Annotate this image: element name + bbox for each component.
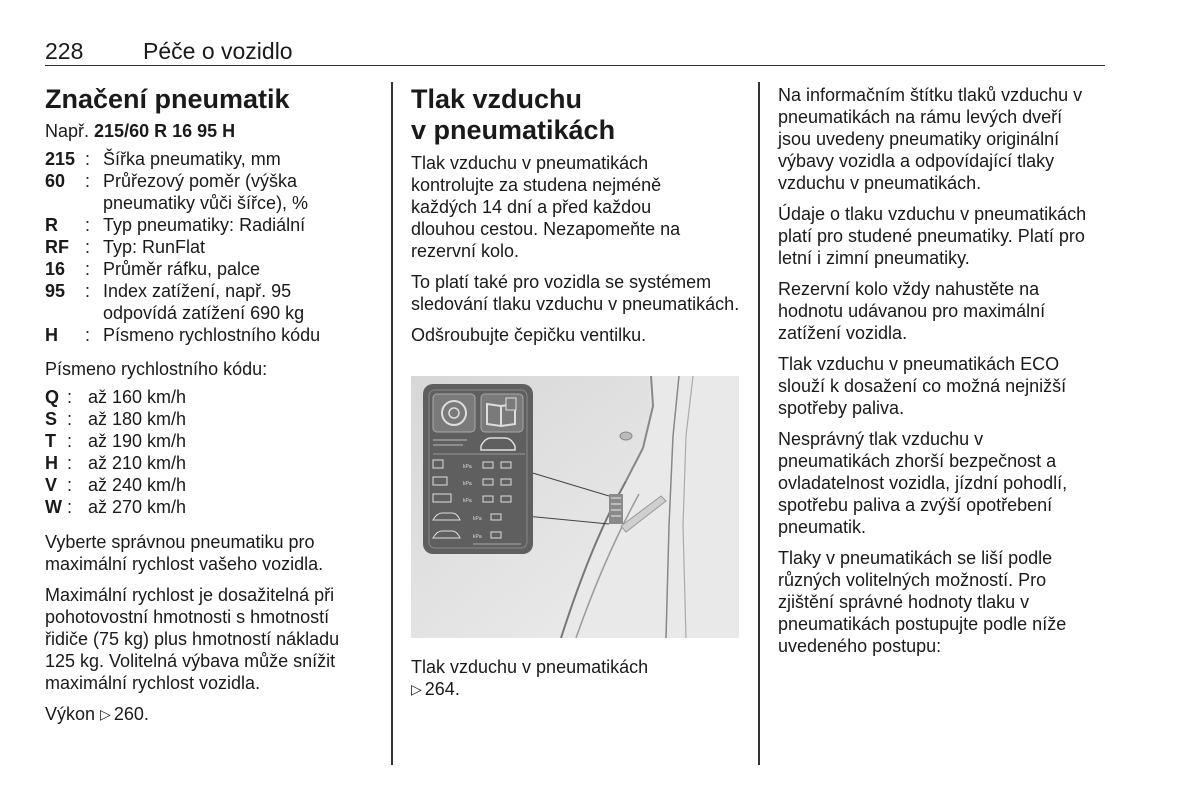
code-key: 95 [45, 281, 66, 301]
speed-description: až 190 km/h [88, 431, 187, 451]
speed-row [45, 386, 375, 408]
paragraph-pressure-variants: Tlaky v pneumatikách se liší podle různých volitelných možností. Pro zjištění správné hodnoty tlaku v pneumatikách postupujte podle níže uvedeného postupu: [778, 548, 1067, 656]
reference-page: 260. [113, 704, 149, 724]
code-row [45, 236, 375, 258]
speed-description: až 210 km/h [88, 453, 187, 473]
paragraph-check-pressure: Tlak vzduchu v pneumatikách kontrolujte za studena nejméně každých 14 dní a před každou dlouhou cestou. Nezapomeňte na rezervní kolo. [411, 153, 681, 261]
paragraph-spare-wheel: Rezervní kolo vždy nahustěte na hodnotu udávanou pro maximální zatížení vozidla. [778, 279, 1046, 343]
reference-text: Výkon [45, 704, 96, 724]
code-row [45, 148, 375, 170]
speed-separator: : [67, 453, 73, 473]
speed-code-intro: Písmeno rychlostního kódu: [45, 359, 268, 379]
page-title: Péče o vozidlo [143, 38, 293, 64]
speed-separator: : [67, 475, 73, 495]
heading-line-2: v pneumatikách [411, 115, 616, 145]
code-separator: : [85, 259, 91, 279]
reference-arrow-icon: ▷ [411, 681, 422, 697]
speed-key: V [45, 475, 58, 495]
speed-separator: : [67, 409, 73, 429]
heading-line-1: Tlak vzduchu [411, 84, 583, 114]
code-description: Písmeno rychlostního kódu [103, 325, 321, 345]
speed-separator: : [67, 387, 73, 407]
speed-row [45, 408, 375, 430]
paragraph-select-tyre: Vyberte správnou pneumatiku pro maximální rychlost vašeho vozidla. [45, 532, 324, 574]
placard-unit: kPa [473, 516, 482, 522]
code-separator: : [85, 325, 91, 345]
speed-separator: : [67, 497, 73, 517]
code-key: R [45, 215, 58, 235]
reference-page: 264. [424, 679, 460, 699]
middle-column [411, 84, 741, 355]
code-description: Typ: RunFlat [103, 237, 206, 257]
placard-unit: kPa [473, 534, 482, 540]
reference-text: Tlak vzduchu v pneumatikách [411, 657, 649, 677]
code-description: Šířka pneumatiky, mm [103, 149, 281, 169]
code-row [45, 324, 375, 346]
code-key: 215 [45, 149, 76, 169]
speed-row [45, 452, 375, 474]
page-header [45, 36, 1105, 66]
cross-reference-tyre-pressure[interactable] [411, 656, 741, 700]
paragraph-tpms-note: To platí také pro vozidla se systémem sledování tlaku vzduchu v pneumatikách. [411, 272, 740, 314]
speed-code-list [45, 386, 375, 518]
speed-separator: : [67, 431, 73, 451]
column-divider-left [391, 82, 393, 765]
left-column [45, 84, 375, 734]
speed-description: až 160 km/h [88, 387, 187, 407]
speed-description: až 180 km/h [88, 409, 187, 429]
paragraph-eco-pressure: Tlak vzduchu v pneumatikách ECO slouží k dosažení co možná nejnižší spotřeby paliva. [778, 354, 1067, 418]
code-separator: : [85, 215, 91, 235]
code-separator: : [85, 281, 91, 301]
speed-key: S [45, 409, 58, 429]
code-separator: : [85, 171, 91, 191]
code-row [45, 280, 375, 324]
code-row [45, 214, 375, 236]
placard-unit: kPa [463, 481, 472, 487]
code-row [45, 170, 375, 214]
section-heading-tyre-marking: Značení pneumatik [45, 84, 290, 114]
door-frame-placard-illustration [411, 376, 739, 638]
code-description: Průměr ráfku, palce [103, 259, 261, 279]
placard-unit: kPa [463, 498, 472, 504]
example-code: 215/60 R 16 95 H [94, 121, 236, 141]
code-description: Index zatížení, např. 95 odpovídá zatížení 690 kg [103, 281, 305, 323]
reference-arrow-icon: ▷ [100, 706, 111, 722]
paragraph-incorrect-pressure: Nesprávný tlak vzduchu v pneumatikách zhorší bezpečnost a ovladatelnost vozidla, jízdní pohodlí, spotřebu paliva a zvýší opotřebení pneumatik. [778, 429, 1068, 537]
code-separator: : [85, 149, 91, 169]
speed-key: W [45, 497, 62, 517]
speed-description: až 240 km/h [88, 475, 187, 495]
speed-row [45, 496, 375, 518]
tyre-example [45, 120, 375, 142]
speed-description: až 270 km/h [88, 497, 187, 517]
code-row [45, 258, 375, 280]
code-key: 16 [45, 259, 66, 279]
paragraph-cold-tyres: Údaje o tlaku vzduchu v pneumatikách platí pro studené pneumatiky. Platí pro letní i zimní pneumatiky. [778, 204, 1087, 268]
code-key: RF [45, 237, 69, 257]
page-number: 228 [45, 38, 84, 64]
speed-key: Q [45, 387, 60, 407]
code-description: Typ pneumatiky: Radiální [103, 215, 306, 235]
code-key: 60 [45, 171, 66, 191]
paragraph-placard-location: Na informačním štítku tlaků vzduchu v pneumatikách na rámu levých dveří jsou uvedeny pneumatiky originální výbavy vozidla a odpovídající tlaky vzduchu v pneumatikách. [778, 85, 1083, 193]
placard-unit: kPa [463, 464, 472, 470]
speed-key: T [45, 431, 56, 451]
example-prefix: Např. [45, 121, 95, 141]
section-heading-tyre-pressure [411, 84, 741, 146]
column-divider-right [758, 82, 760, 765]
right-column [778, 84, 1100, 666]
code-key: H [45, 325, 58, 345]
paragraph-valve-cap: Odšroubujte čepičku ventilku. [411, 325, 647, 345]
illustration-svg [411, 376, 739, 638]
paragraph-max-speed: Maximální rychlost je dosažitelná při pohotovostní hmotnosti s hmotností řidiče (75 kg) plus hmotností nákladu 125 kg. Volitelná výbava může snížit maximální rychlost vozidla. [45, 585, 340, 693]
code-description: Průřezový poměr (výška pneumatiky vůči šířce), % [103, 171, 309, 213]
tyre-code-list [45, 148, 375, 346]
speed-row [45, 474, 375, 496]
speed-row [45, 430, 375, 452]
speed-key: H [45, 453, 58, 473]
cross-reference-power[interactable] [45, 703, 375, 725]
code-separator: : [85, 237, 91, 257]
figure-caption [411, 656, 741, 709]
